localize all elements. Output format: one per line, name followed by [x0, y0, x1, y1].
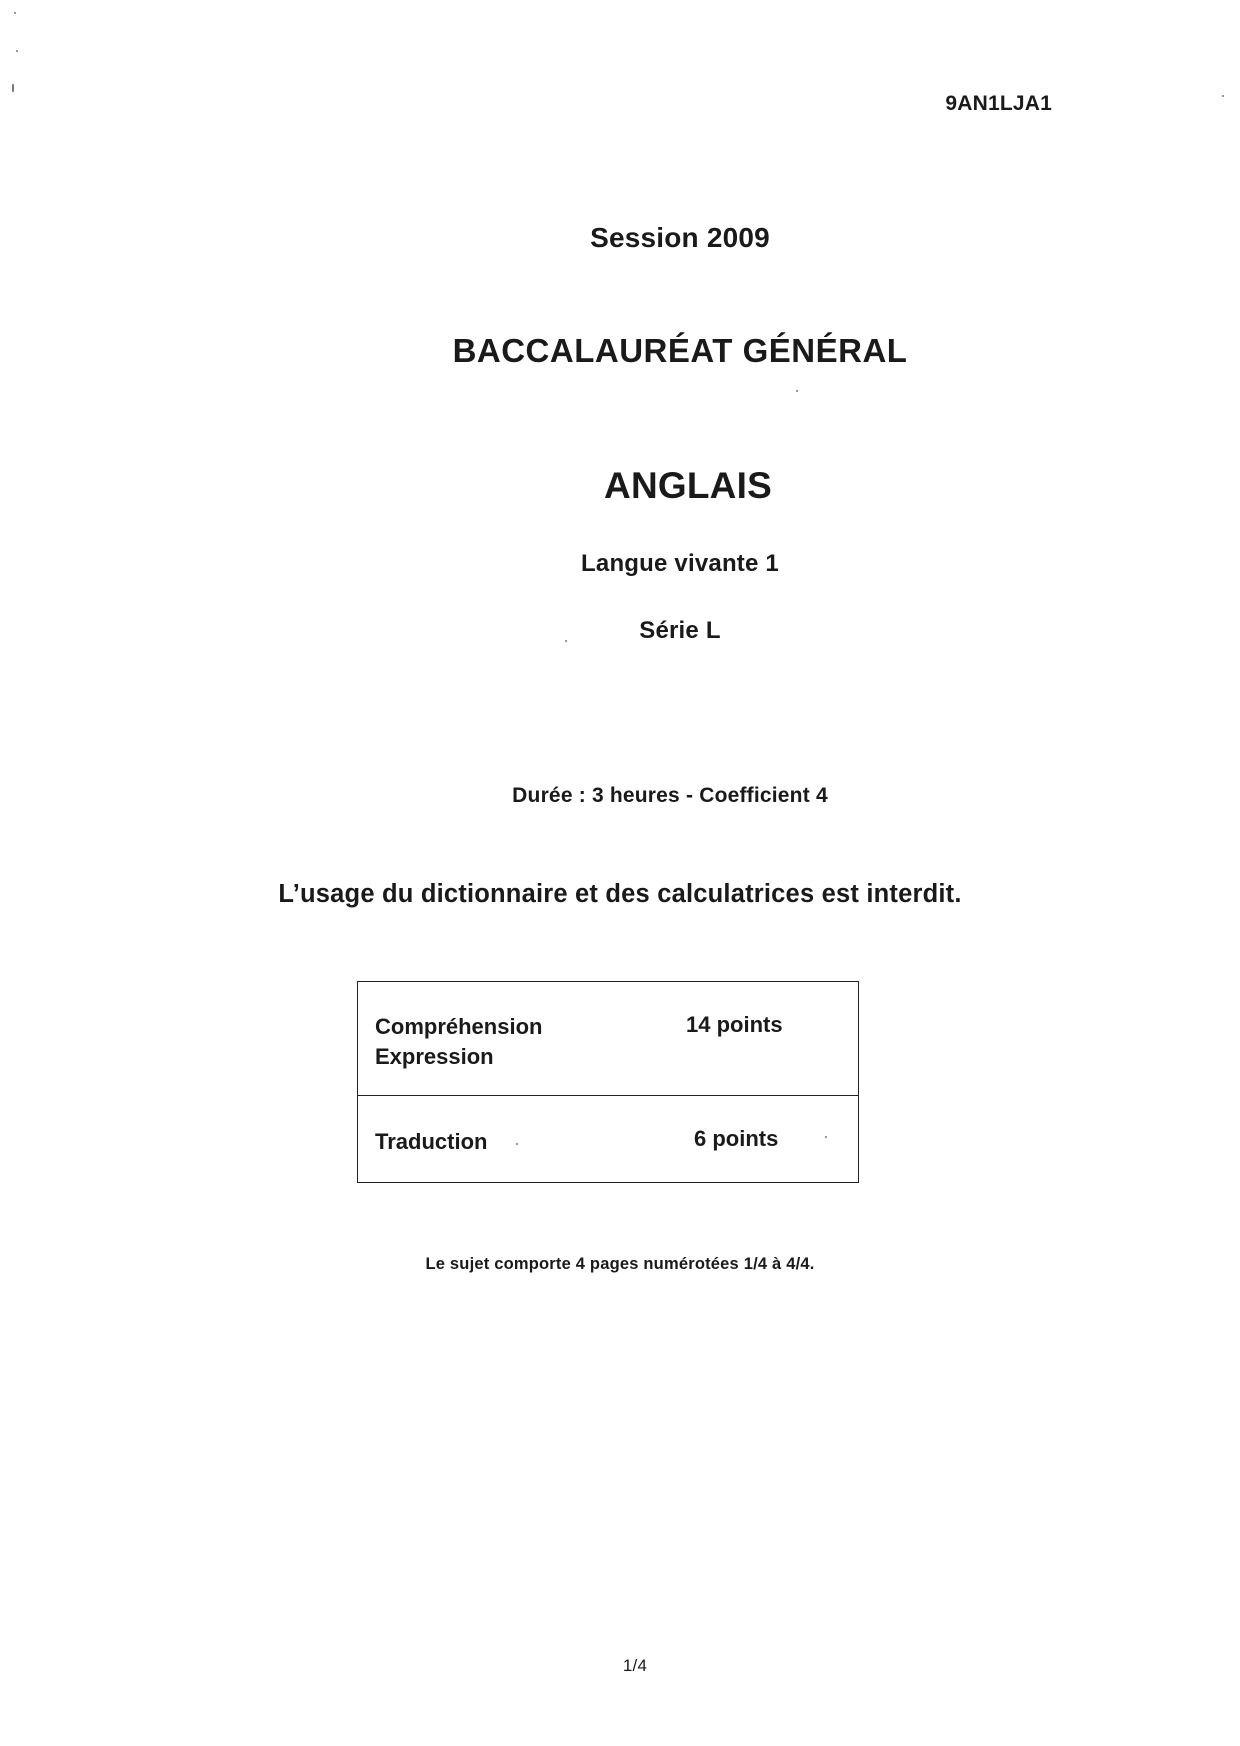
- subject-title: ANGLAIS: [604, 465, 772, 506]
- scan-speck: [16, 50, 18, 52]
- serie-label: Série L: [639, 617, 721, 644]
- scan-speck: [565, 640, 567, 642]
- scan-speck: [1222, 95, 1224, 97]
- exam-title: BACCALAURÉAT GÉNÉRAL: [452, 332, 908, 369]
- label-line: Expression: [375, 1044, 494, 1069]
- scoring-row-traduction: [358, 1096, 858, 1182]
- scan-speck: [825, 1136, 827, 1138]
- page-number: 1/4: [622, 1656, 648, 1675]
- scoring-row-label: [375, 1012, 542, 1072]
- session-year: Session 2009: [590, 222, 770, 253]
- scoring-row-points: 6 points: [694, 1126, 779, 1151]
- scan-speck: [516, 1143, 518, 1145]
- scoring-row-label: [375, 1127, 487, 1157]
- duration-coefficient: Durée : 3 heures - Coefficient 4: [512, 784, 828, 807]
- scan-speck: [14, 12, 16, 14]
- scan-speck: [12, 84, 14, 92]
- scoring-row-comprehension: [358, 982, 858, 1096]
- scoring-table: [357, 981, 859, 1183]
- usage-notice: L’usage du dictionnaire et des calculatrices est interdit.: [278, 880, 962, 908]
- label-line: Traduction: [375, 1129, 488, 1154]
- label-line: Compréhension: [375, 1014, 543, 1039]
- page-count-note: Le sujet comporte 4 pages numérotées 1/4 à 4/4.: [425, 1255, 815, 1273]
- document-code: 9AN1LJA1: [945, 92, 1052, 115]
- scan-speck: [796, 390, 798, 392]
- scoring-row-points: 14 points: [686, 1012, 783, 1037]
- language-level: Langue vivante 1: [581, 550, 779, 577]
